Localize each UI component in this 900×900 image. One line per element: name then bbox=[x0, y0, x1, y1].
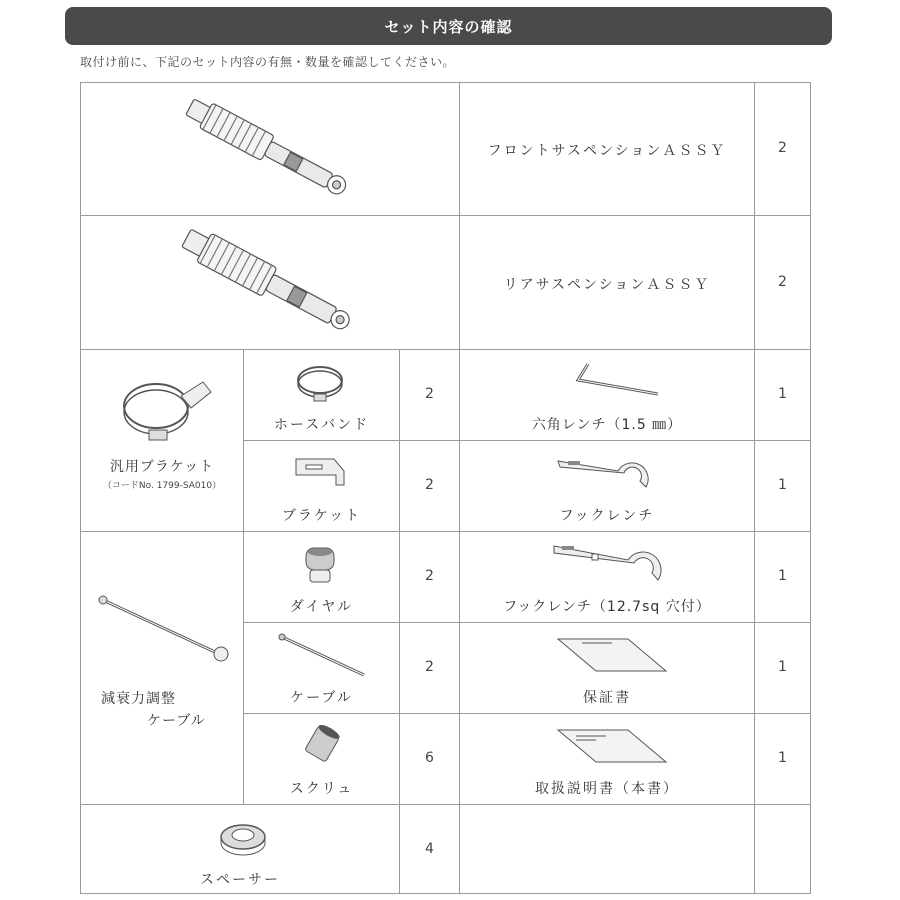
cable-group-cell bbox=[80, 531, 244, 805]
empty-qty-cell bbox=[754, 804, 811, 894]
cable-qty: 2 bbox=[425, 659, 434, 675]
hex-wrench-name: 六角レンチ（1.5 ㎜） bbox=[531, 417, 683, 433]
cable-cell bbox=[243, 622, 400, 714]
bracket-qty: 2 bbox=[425, 477, 434, 493]
front-suspension-name: フロントサスペンションＡＳＳＹ bbox=[487, 143, 727, 159]
screw-qty: 6 bbox=[425, 750, 434, 766]
screw-name: スクリュ bbox=[289, 781, 354, 797]
bracket-group-code: （コードNo. 1799-SA010） bbox=[102, 481, 222, 491]
bracket-group-title: 汎用ブラケット bbox=[109, 459, 215, 475]
warranty-card-illustration bbox=[552, 633, 672, 677]
cable-illustration bbox=[276, 631, 376, 681]
cable-qty-cell bbox=[399, 622, 460, 714]
manual-qty-cell bbox=[754, 713, 811, 805]
cable-name: ケーブル bbox=[290, 690, 353, 706]
section-title: セット内容の確認 bbox=[384, 17, 513, 36]
section-title-banner bbox=[65, 7, 832, 45]
front-suspension-illustration bbox=[169, 85, 369, 215]
bracket-qty-cell bbox=[399, 440, 460, 532]
warranty-cell bbox=[459, 622, 755, 714]
empty-tool-cell bbox=[459, 804, 755, 894]
spacer-name: スペーサー bbox=[200, 872, 280, 888]
front-suspension-image-cell bbox=[80, 82, 460, 216]
manual-name: 取扱説明書（本書） bbox=[535, 781, 679, 797]
intro-text: 取付け前に、下記のセット内容の有無・数量を確認してください。 bbox=[80, 55, 456, 69]
bracket-name: ブラケット bbox=[281, 508, 362, 524]
hook-wrench-name: フックレンチ bbox=[559, 508, 655, 524]
hook-wrench-sq-qty: 1 bbox=[778, 568, 787, 584]
dial-illustration bbox=[298, 544, 348, 594]
rear-suspension-qty: 2 bbox=[778, 274, 787, 290]
dial-qty-cell bbox=[399, 531, 460, 623]
cable-group-title-line1: 減衰力調整 bbox=[101, 691, 176, 707]
hook-wrench-cell bbox=[459, 440, 755, 532]
warranty-name: 保証書 bbox=[583, 690, 631, 706]
bracket-cell bbox=[243, 440, 400, 532]
bracket-illustration bbox=[292, 451, 352, 495]
hose-band-name: ホースバンド bbox=[273, 417, 370, 433]
dial-qty: 2 bbox=[425, 568, 434, 584]
dial-name: ダイヤル bbox=[289, 599, 354, 615]
spacer-qty: 4 bbox=[425, 841, 434, 857]
hose-band-qty-cell bbox=[399, 349, 460, 441]
hex-wrench-qty: 1 bbox=[778, 386, 787, 402]
rear-suspension-qty-cell bbox=[754, 215, 811, 350]
warranty-qty-cell bbox=[754, 622, 811, 714]
hook-wrench-illustration bbox=[552, 449, 672, 499]
front-suspension-qty: 2 bbox=[778, 140, 787, 156]
hook-wrench-sq-qty-cell bbox=[754, 531, 811, 623]
hose-band-cell bbox=[243, 349, 400, 441]
hose-band-illustration bbox=[292, 360, 352, 404]
dial-cell bbox=[243, 531, 400, 623]
hex-wrench-illustration bbox=[566, 360, 666, 400]
front-suspension-name-cell bbox=[459, 82, 755, 216]
hook-wrench-sq-cell bbox=[459, 531, 755, 623]
cable-group-title-line2: ケーブル bbox=[147, 713, 206, 729]
hex-wrench-qty-cell bbox=[754, 349, 811, 441]
cable-assembly-illustration bbox=[97, 590, 237, 670]
rear-suspension-illustration bbox=[169, 218, 369, 348]
screw-cell bbox=[243, 713, 400, 805]
rear-suspension-name: リアサスペンションＡＳＳＹ bbox=[503, 277, 711, 293]
hook-wrench-qty: 1 bbox=[778, 477, 787, 493]
hex-wrench-cell bbox=[459, 349, 755, 441]
rear-suspension-name-cell bbox=[459, 215, 755, 350]
manual-cell bbox=[459, 713, 755, 805]
hook-wrench-sq-illustration bbox=[548, 536, 678, 592]
hose-band-qty: 2 bbox=[425, 386, 434, 402]
hook-wrench-sq-name: フックレンチ（12.7sq 穴付） bbox=[503, 599, 711, 615]
warranty-qty: 1 bbox=[778, 659, 787, 675]
screw-illustration bbox=[298, 724, 348, 768]
rear-suspension-image-cell bbox=[80, 215, 460, 350]
screw-qty-cell bbox=[399, 713, 460, 805]
bracket-group-cell bbox=[80, 349, 244, 532]
spacer-illustration bbox=[213, 819, 273, 859]
manual-qty: 1 bbox=[778, 750, 787, 766]
bracket-assembly-illustration bbox=[111, 366, 221, 456]
hook-wrench-qty-cell bbox=[754, 440, 811, 532]
spacer-qty-cell bbox=[399, 804, 460, 894]
spacer-cell bbox=[80, 804, 400, 894]
manual-illustration bbox=[552, 724, 672, 768]
front-suspension-qty-cell bbox=[754, 82, 811, 216]
